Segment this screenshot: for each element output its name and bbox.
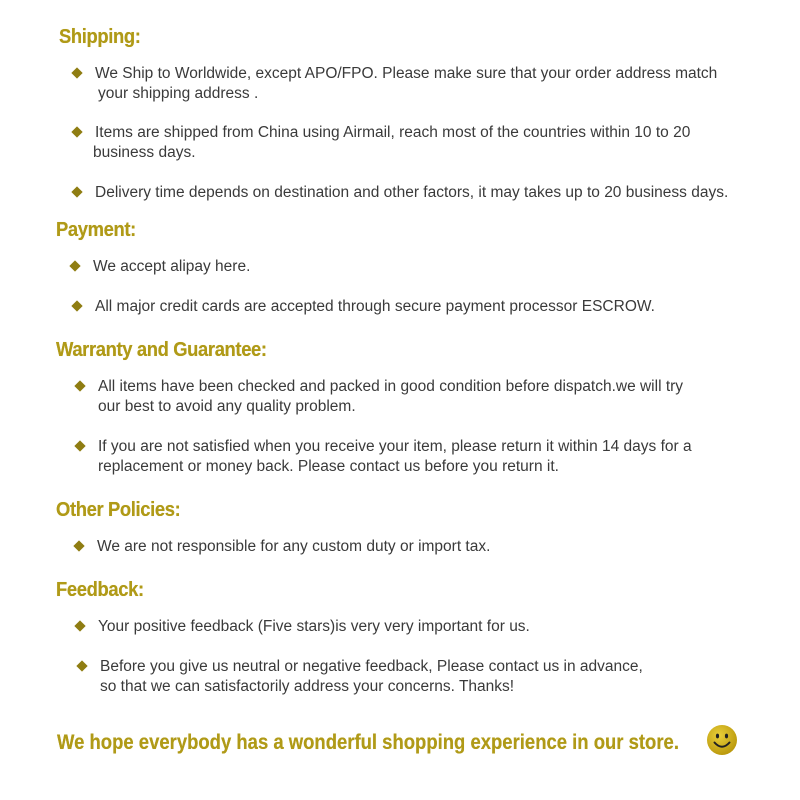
diamond-bullet-icon xyxy=(74,440,85,451)
other-item-1-line1: We are not responsible for any custom duty or import tax. xyxy=(97,538,491,555)
shipping-item-1-line1: We Ship to Worldwide, except APO/FPO. Please make sure that your order address match xyxy=(95,65,718,82)
diamond-bullet-icon xyxy=(71,67,82,78)
warranty-item-2-line2: replacement or money back. Please contact us before you return it. xyxy=(98,458,559,475)
payment-item-2-line1: All major credit cards are accepted through secure payment processor ESCROW. xyxy=(95,298,655,315)
payment-heading: Payment: xyxy=(56,219,136,241)
warranty-item-1-line1: All items have been checked and packed in good condition before dispatch.we will try xyxy=(98,378,684,395)
diamond-bullet-icon xyxy=(71,126,82,137)
diamond-bullet-icon xyxy=(76,660,87,671)
warranty-item-1-line2: our best to avoid any quality problem. xyxy=(98,398,356,415)
feedback-heading: Feedback: xyxy=(56,579,144,601)
diamond-bullet-icon xyxy=(74,380,85,391)
diamond-bullet-icon xyxy=(74,620,85,631)
warranty-item-2-line1: If you are not satisfied when you receive your item, please return it within 14 days for a xyxy=(98,438,692,455)
shipping-item-2-line2: business days. xyxy=(93,144,196,161)
feedback-item-1-line1: Your positive feedback (Five stars)is very very important for us. xyxy=(98,618,530,635)
warranty-heading: Warranty and Guarantee: xyxy=(56,339,267,361)
diamond-bullet-icon xyxy=(71,300,82,311)
shipping-item-3-line1: Delivery time depends on destination and other factors, it may takes up to 20 business days. xyxy=(95,184,729,201)
closing-message: We hope everybody has a wonderful shopping experience in our store. xyxy=(57,731,679,754)
shipping-heading: Shipping: xyxy=(59,26,141,48)
shipping-item-1-line2: your shipping address . xyxy=(98,85,259,102)
smiley-face-icon xyxy=(706,724,738,756)
other-policies-heading: Other Policies: xyxy=(56,499,181,521)
feedback-item-2-line2: so that we can satisfactorily address your concerns. Thanks! xyxy=(100,678,515,695)
diamond-bullet-icon xyxy=(71,186,82,197)
diamond-bullet-icon xyxy=(73,540,84,551)
payment-item-1-line1: We accept alipay here. xyxy=(93,258,251,275)
shipping-item-2-line1: Items are shipped from China using Airmail, reach most of the countries within 10 to 20 xyxy=(95,124,691,141)
diamond-bullet-icon xyxy=(69,260,80,271)
feedback-item-2-line1: Before you give us neutral or negative feedback, Please contact us in advance, xyxy=(100,658,643,675)
